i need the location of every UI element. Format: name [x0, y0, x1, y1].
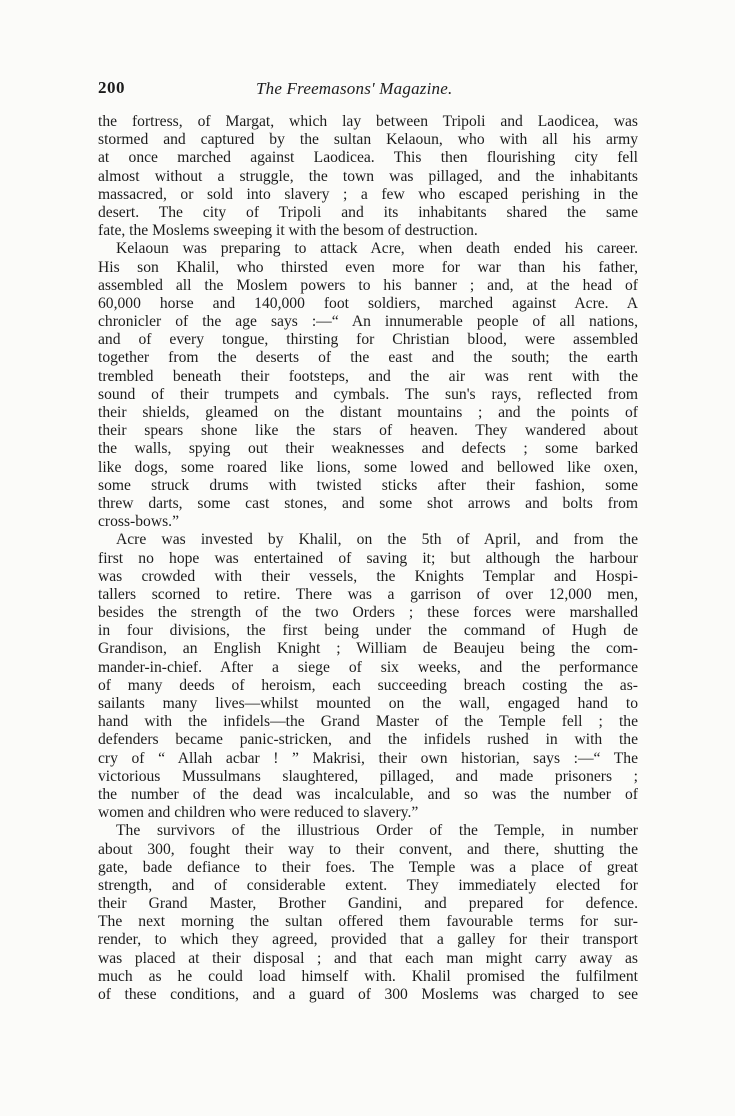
text-line: their shields, gleamed on the distant mountains ; and the points of — [98, 404, 638, 421]
text-line: assembled all the Moslem powers to his banner ; and, at the head of — [98, 276, 638, 294]
text-line: cross-bows.” — [98, 513, 179, 531]
text-line: Acre was invested by Khalil, on the 5th of April, and from the — [116, 531, 638, 549]
text-line: like dogs, some roared like lions, some lowed and bellowed like oxen, — [98, 458, 638, 476]
text-line: some struck drums with twisted sticks after their fashion, some — [98, 476, 638, 494]
text-line: mander-in-chief. After a siege of six weeks, and the performance — [98, 658, 638, 676]
text-line: the number of the dead was incalculable, and so was the number of — [98, 785, 638, 803]
page-number: 200 — [98, 78, 125, 97]
text-line: strength, and of considerable extent. They immediately elected for — [98, 876, 638, 894]
text-line: gate, bade defiance to their foes. The Temple was a place of great — [98, 858, 638, 876]
text-line: stormed and captured by the sultan Kelaoun, who with all his army — [98, 131, 638, 149]
text-line: threw darts, some cast stones, and some shot arrows and bolts from — [98, 494, 638, 512]
text-line: besides the strength of the two Orders ; these forces were marshalled — [98, 604, 638, 622]
text-line: much as he could load himself with. Khalil promised the fulfilment — [98, 967, 638, 985]
text-line: of these conditions, and a guard of 300 Moslems was charged to see — [98, 986, 638, 1003]
body-text — [98, 113, 638, 1004]
text-line: victorious Mussulmans slaughtered, pillaged, and made prisoners ; — [98, 767, 638, 785]
text-line: was crowded with their vessels, the Knights Templar and Hospi- — [98, 567, 638, 585]
text-line: His son Khalil, who thirsted even more for war than his father, — [98, 258, 638, 276]
text-line: tallers scorned to retire. There was a garrison of over 12,000 men, — [98, 585, 638, 603]
text-line: the fortress, of Margat, which lay between Tripoli and Laodicea, was — [98, 113, 638, 130]
text-line: defenders became panic-stricken, and the infidels rushed in with the — [98, 731, 638, 749]
text-line: render, to which they agreed, provided that a galley for their transport — [98, 931, 638, 949]
text-line: about 300, fought their way to their convent, and there, shutting the — [98, 840, 638, 858]
text-line: The survivors of the illustrious Order of the Temple, in number — [116, 822, 638, 840]
text-line: together from the deserts of the east and the south; the earth — [98, 349, 638, 367]
text-line: Grandison, an English Knight ; William de Beaujeu being the com- — [98, 640, 638, 658]
text-line: their Grand Master, Brother Gandini, and prepared for defence. — [98, 895, 638, 913]
text-line: Kelaoun was preparing to attack Acre, when death ended his career. — [116, 240, 638, 258]
text-line: was placed at their disposal ; and that each man might carry away as — [98, 949, 638, 967]
text-line: sound of their trumpets and cymbals. The sun's rays, reflected from — [98, 385, 638, 403]
text-line: first no hope was entertained of saving it; but although the harbour — [98, 549, 638, 567]
text-line: desert. The city of Tripoli and its inhabitants shared the same — [98, 203, 638, 221]
text-line: hand with the infidels—the Grand Master of the Temple fell ; the — [98, 713, 638, 731]
text-line: of many deeds of heroism, each succeeding breach costing the as- — [98, 676, 638, 694]
text-line: almost without a struggle, the town was pillaged, and the inhabitants — [98, 167, 638, 185]
text-line: the walls, spying out their weaknesses and defects ; some barked — [98, 440, 638, 458]
text-line: fate, the Moslems sweeping it with the besom of destruction. — [98, 222, 478, 240]
text-line: chronicler of the age says :—“ An innumerable people of all nations, — [98, 313, 638, 331]
text-line: and of every tongue, thirsting for Christian blood, were assembled — [98, 331, 638, 349]
text-line: women and children who were reduced to slavery.” — [98, 804, 419, 822]
text-line: in four divisions, the first being under the command of Hugh de — [98, 622, 638, 640]
page-header — [98, 78, 638, 104]
running-title: The Freemasons' Magazine. — [256, 79, 453, 98]
text-line: massacred, or sold into slavery ; a few who escaped perishing in the — [98, 185, 638, 203]
text-line: The next morning the sultan offered them favourable terms for sur- — [98, 913, 638, 931]
text-line: trembled beneath their footsteps, and the air was rent with the — [98, 367, 638, 385]
text-line: sailants many lives—whilst mounted on the wall, engaged hand to — [98, 695, 638, 712]
text-line: at once marched against Laodicea. This then flourishing city fell — [98, 149, 638, 167]
text-line: 60,000 horse and 140,000 foot soldiers, marched against Acre. A — [98, 294, 638, 312]
text-line: their spears shone like the stars of heaven. They wandered about — [98, 422, 638, 440]
text-line: cry of “ Allah acbar ! ” Makrisi, their own historian, says :—“ The — [98, 749, 638, 767]
